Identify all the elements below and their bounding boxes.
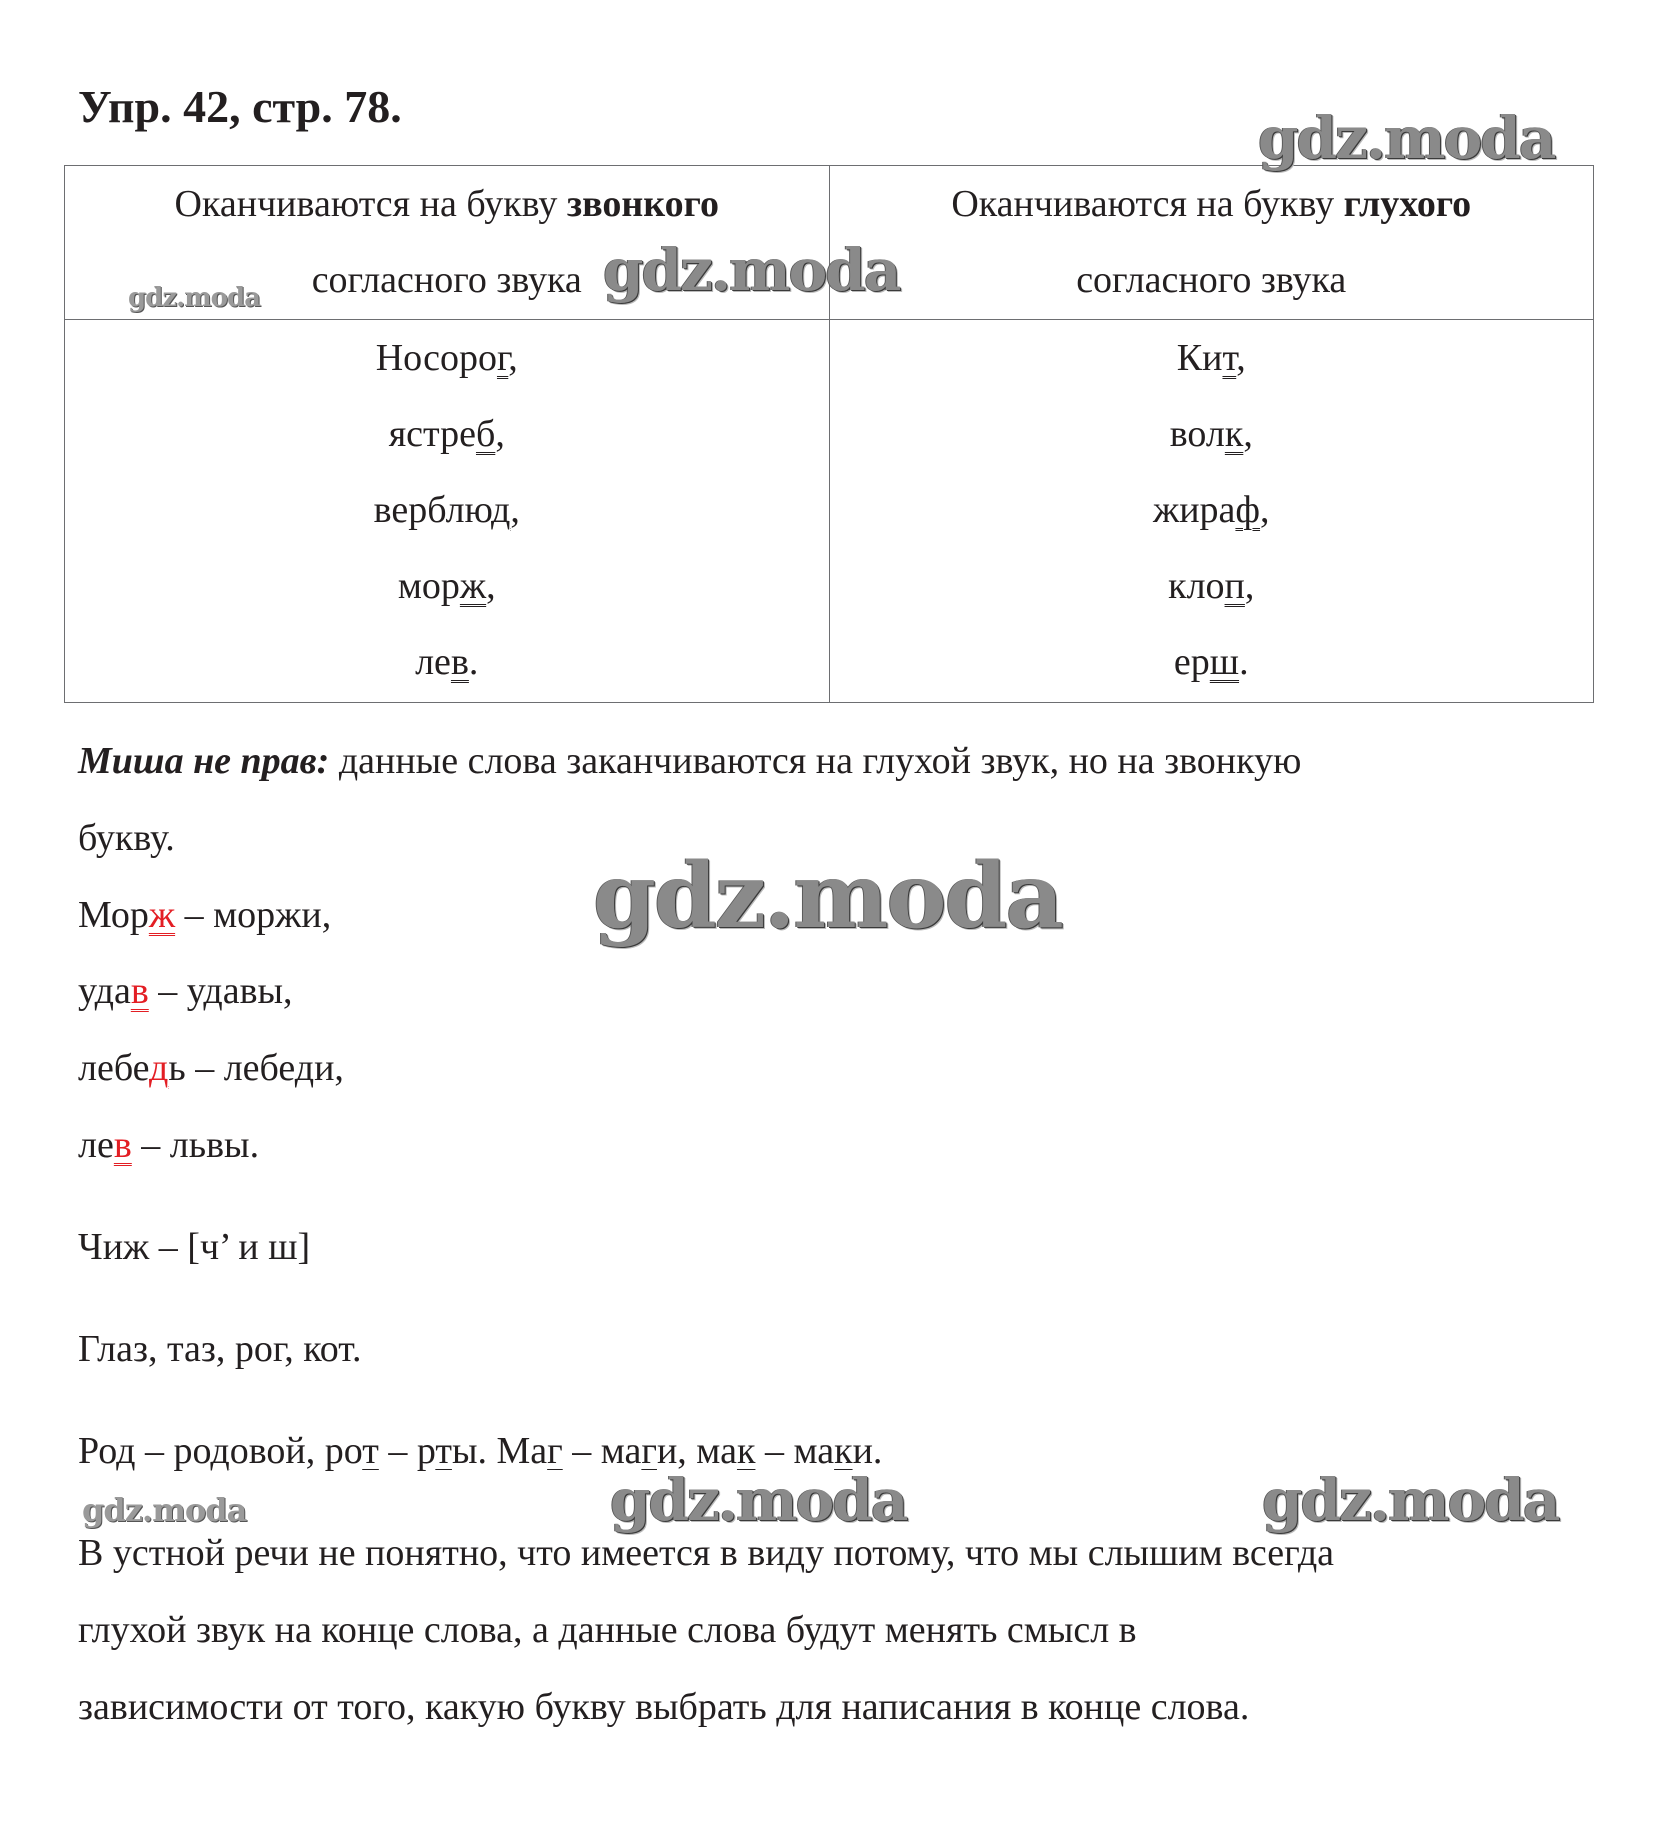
header-voiceless-pre: Оканчиваются на букву <box>951 183 1344 225</box>
pair-line: удав – удавы, <box>78 970 293 1012</box>
misha-paragraph-line1 <box>78 738 1301 784</box>
pair-line: лебедь – лебеди, <box>78 1047 344 1089</box>
voiced-word: морж, <box>397 565 496 607</box>
conclusion-line: глухой звук на конце слова, а данные слова будут менять смысл в <box>78 1609 1137 1651</box>
table-body-row <box>65 320 1594 703</box>
header-voiced-bold: звонкого <box>566 183 719 225</box>
voiceless-word: волк, <box>1169 413 1253 455</box>
watermark: gdz.moda <box>82 1491 247 1529</box>
voiceless-word: ерш. <box>1173 641 1249 683</box>
voiceless-word: жираф, <box>1152 489 1270 531</box>
watermark: gdz.moda <box>1262 1466 1559 1534</box>
voiceless-words-cell <box>829 320 1594 703</box>
watermark: gdz.moda <box>610 1466 907 1534</box>
voiced-words-cell <box>65 320 830 703</box>
voiceless-word: Кит, <box>1176 337 1246 379</box>
watermark: gdz.moda <box>1258 104 1555 172</box>
header-voiceless-bold: глухого <box>1343 183 1472 225</box>
conclusion-line: В устной речи не понятно, что имеется в виду потому, что мы слышим всегда <box>78 1532 1335 1574</box>
header-voiced-line2: согласного звука <box>311 259 582 301</box>
voiced-word: Носорог, <box>375 337 518 379</box>
misha-text: данные слова заканчиваются на глухой звук, но на звонкую <box>329 740 1302 782</box>
rod-line: Род – родовой, рот – рты. Маг – маги, мак – маки. <box>78 1430 883 1472</box>
header-voiced-pre: Оканчиваются на букву <box>174 183 567 225</box>
voiceless-word: клоп, <box>1168 565 1255 607</box>
voiced-word: верблюд, <box>373 489 520 531</box>
header-voiceless-line2: согласного звука <box>1076 259 1347 301</box>
misha-label: Миша не прав: <box>78 740 330 782</box>
watermark: gdz.moda <box>593 843 1062 949</box>
pair-line: лев – львы. <box>78 1124 260 1166</box>
pair-line: Морж – моржи, <box>78 894 332 936</box>
voiced-word: ястреб, <box>388 413 505 455</box>
watermark: gdz.moda <box>128 283 261 313</box>
watermark: gdz.moda <box>603 236 900 304</box>
header-voiceless <box>829 166 1594 320</box>
misha-paragraph-line2: букву. <box>78 817 175 859</box>
words-line: Глаз, таз, рог, кот. <box>78 1328 362 1370</box>
exercise-title: Упр. 42, стр. 78. <box>78 81 402 132</box>
conclusion-line: зависимости от того, какую букву выбрать для написания в конце слова. <box>78 1686 1250 1728</box>
chizh-line: Чиж – [ч’ и ш] <box>78 1226 311 1268</box>
voiced-word: лев. <box>415 641 479 683</box>
